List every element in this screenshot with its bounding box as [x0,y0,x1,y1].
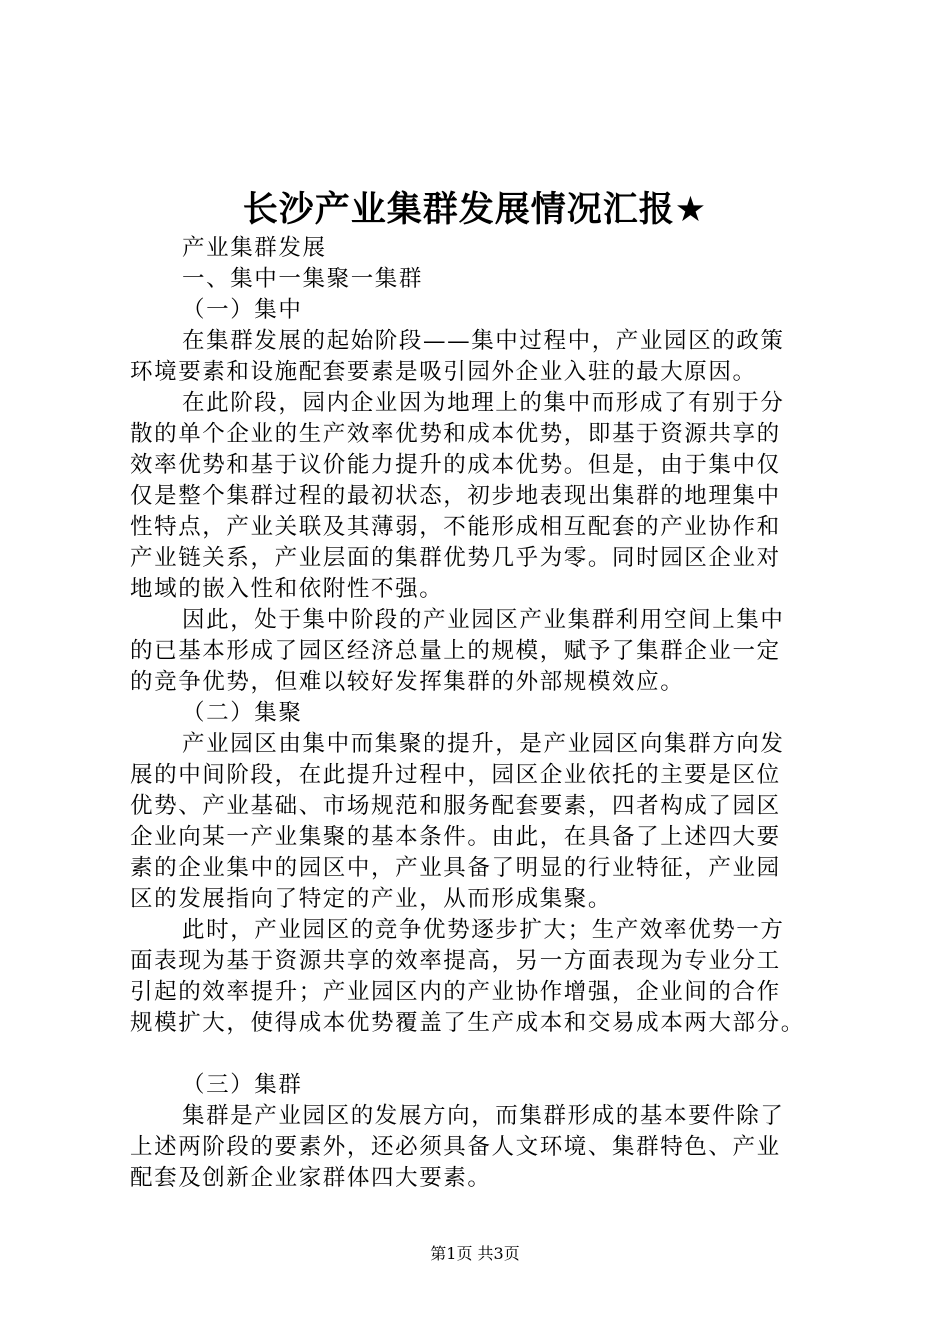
body-line: 地域的嵌入性和依附性不强。 [130,576,444,602]
body-line: 企业向某一产业集聚的基本条件。由此，在具备了上述四大要 [130,824,781,850]
body-line: 产业园区由集中而集聚的提升，是产业园区向集群方向发 [182,731,785,757]
body-line: 产业链关系，产业层面的集群优势几乎为零。同时园区企业对 [130,545,781,571]
body-line: 产业集群发展 [182,235,327,261]
document-body [130,233,830,1194]
body-line: 在此阶段，园内企业因为地理上的集中而形成了有别于分 [182,390,785,416]
body-line: （三）集群 [182,1072,303,1098]
body-line: 上述两阶段的要素外，还必须具备人文环境、集群特色、产业 [130,1134,781,1160]
document-title: 长沙产业集群发展情况汇报★ [242,190,708,230]
body-line: 散的单个企业的生产效率优势和成本优势，即基于资源共享的 [130,421,781,447]
body-line: 区的发展指向了特定的产业，从而形成集聚。 [130,886,613,912]
body-line: （二）集聚 [182,700,303,726]
body-line: 此时，产业园区的竞争优势逐步扩大；生产效率优势一方 [182,917,785,943]
body-line: 一、集中一集聚一集群 [182,266,424,292]
body-line: 规模扩大，使得成本优势覆盖了生产成本和交易成本两大部分。 [130,1010,805,1036]
body-line: 配套及创新企业家群体四大要素。 [130,1165,492,1191]
body-line: 仅是整个集群过程的最初状态，初步地表现出集群的地理集中 [130,483,781,509]
body-line: （一）集中 [182,297,303,323]
body-line: 优势、产业基础、市场规范和服务配套要素，四者构成了园区 [130,793,781,819]
body-line: 的竞争优势，但难以较好发挥集群的外部规模效应。 [130,669,685,695]
body-line: 展的中间阶段，在此提升过程中，园区企业依托的主要是区位 [130,762,781,788]
body-line: 效率优势和基于议价能力提升的成本优势。但是，由于集中仅 [130,452,781,478]
body-line: 在集群发展的起始阶段——集中过程中，产业园区的政策 [182,328,785,354]
body-line: 的已基本形成了园区经济总量上的规模，赋予了集群企业一定 [130,638,781,664]
body-line: 性特点，产业关联及其薄弱，不能形成相互配套的产业协作和 [130,514,781,540]
blank-line [130,1039,830,1070]
page-footer: 第1页 共3页 [430,1244,520,1263]
body-line: 因此，处于集中阶段的产业园区产业集群利用空间上集中 [182,607,785,633]
body-line: 引起的效率提升；产业园区内的产业协作增强，企业间的合作 [130,979,781,1005]
body-line: 环境要素和设施配套要素是吸引园外企业入驻的最大原因。 [130,359,757,385]
body-line: 素的企业集中的园区中，产业具备了明显的行业特征，产业园 [130,855,781,881]
body-line: 集群是产业园区的发展方向，而集群形成的基本要件除了 [182,1103,785,1129]
body-line: 面表现为基于资源共享的效率提高，另一方面表现为专业分工 [130,948,781,974]
